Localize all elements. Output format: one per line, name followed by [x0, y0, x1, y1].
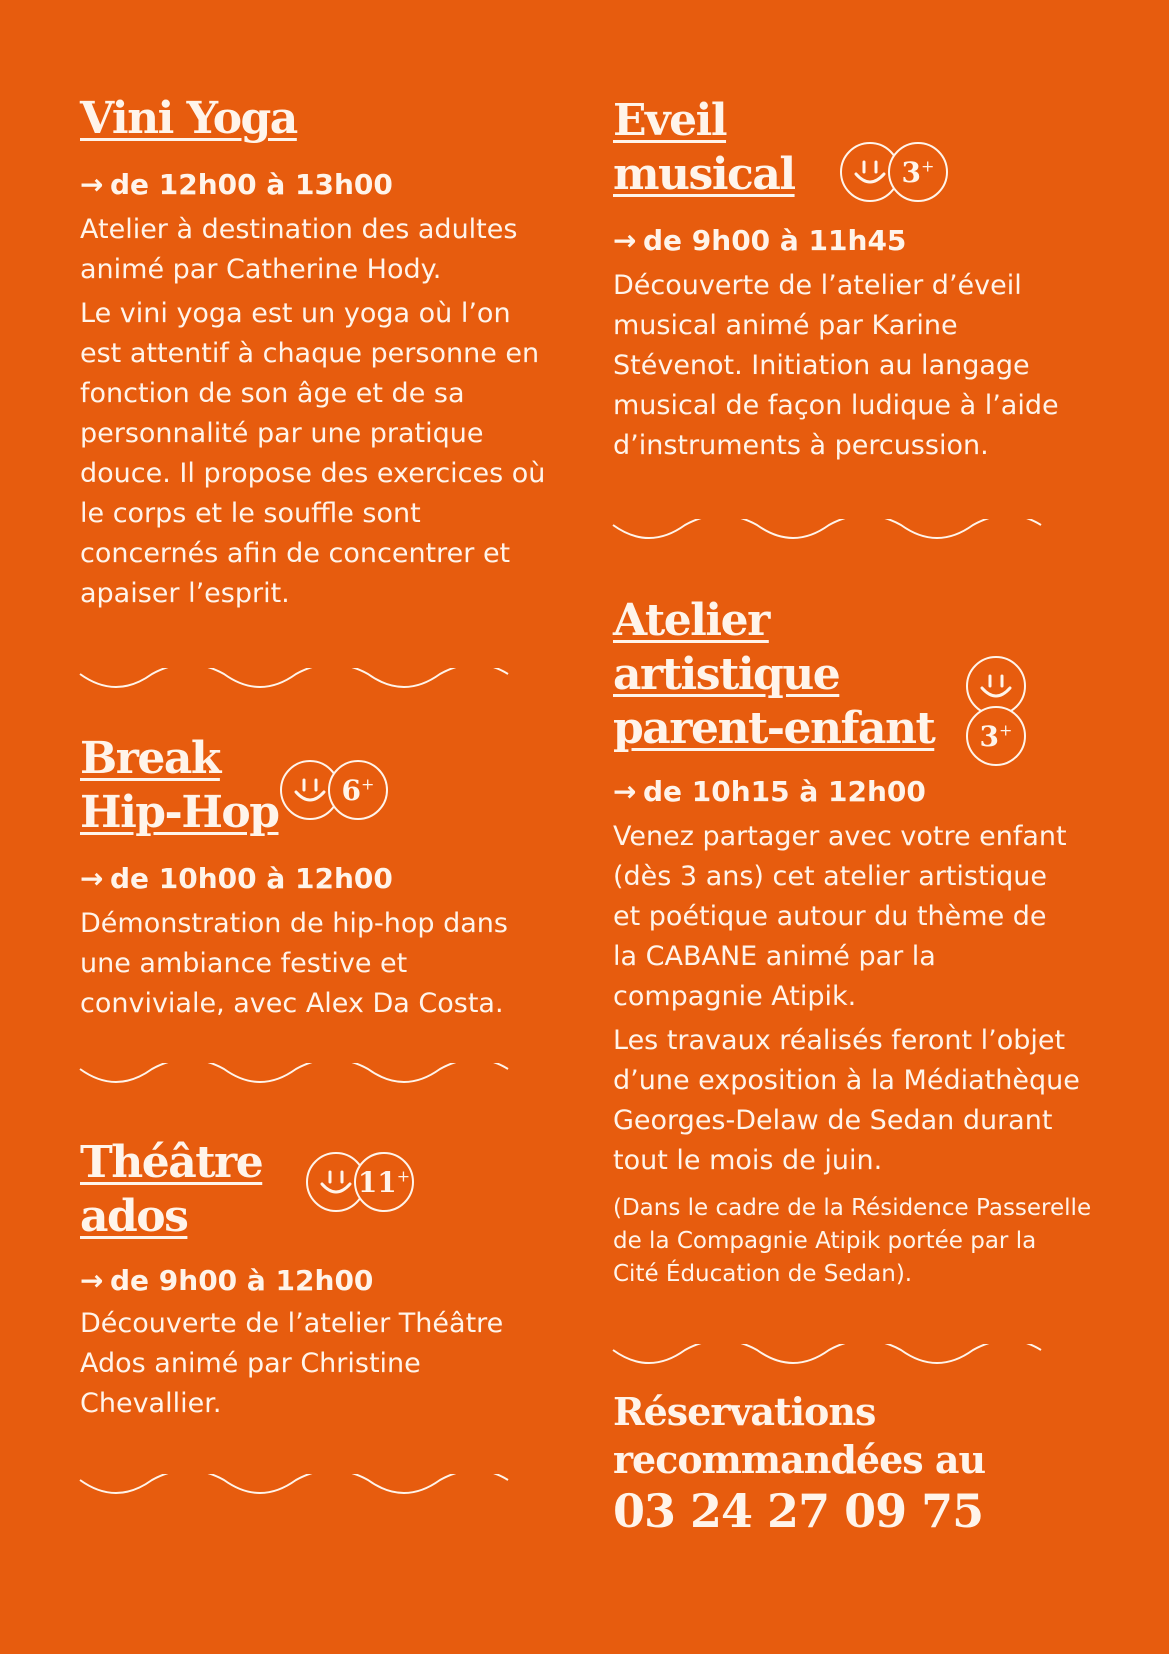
age-circle: 11+ — [354, 1152, 414, 1212]
age-badge — [306, 1152, 414, 1212]
age-circle: 3+ — [966, 706, 1026, 766]
age-badge — [840, 142, 948, 202]
reservation-line-2: recommandées au — [613, 1437, 986, 1482]
break-hiphop-description: Démonstration de hip-hop dans une ambiance festive et conviviale, avec Alex Da Costa. — [80, 908, 508, 1019]
atelier-description: Venez partager avec votre enfant (dès 3 ans) cet atelier artistique et poétique autour du thème de la CABANE animé par la compagnie Atipik. — [613, 821, 1067, 1012]
arrow-icon: → — [80, 1264, 104, 1297]
age-badge — [966, 656, 1026, 766]
wave-divider — [78, 1063, 510, 1089]
reservation-line-1: Réservations — [613, 1389, 876, 1434]
arrow-icon: → — [80, 862, 104, 895]
eveil-musical-description: Découverte de l’atelier d’éveil musical animé par Karine Stévenot. Initiation au langage musical de façon ludique à l’aide d’instruments à percussion. — [613, 270, 1059, 461]
wave-divider — [611, 1344, 1043, 1370]
arrow-icon: → — [80, 168, 104, 201]
vini-yoga-time: → de 12h00 à 13h00 — [80, 168, 393, 201]
atelier-title: Atelier artistique parent-enfant — [613, 595, 935, 754]
wave-divider — [611, 519, 1043, 545]
age-circle: 6+ — [328, 760, 388, 820]
phone-number[interactable]: 03 24 27 09 75 — [613, 1484, 984, 1538]
vini-yoga-description: Le vini yoga est un yoga où l’on est attentif à chaque personne en fonction de son âge et de sa personnalité par une pratique douce. Il propose des exercices où le corps et le souffle sont concernés afin de concentrer et apaiser l’esprit. — [80, 298, 546, 609]
atelier-time: → de 10h15 à 12h00 — [613, 775, 926, 808]
eveil-musical-title: Eveil musical — [613, 95, 795, 200]
theatre-description: Découverte de l’atelier Théâtre Ados animé par Christine Chevallier. — [80, 1308, 504, 1419]
eveil-musical-time: → de 9h00 à 11h45 — [613, 224, 907, 257]
theatre-title: Théâtre ados — [80, 1137, 263, 1242]
wave-divider — [78, 1474, 510, 1500]
atelier-note: (Dans le cadre de la Résidence Passerelle de la Compagnie Atipik portée par la Cité Éducation de Sedan). — [613, 1195, 1092, 1287]
reservation-block — [613, 1388, 985, 1538]
age-badge — [280, 760, 388, 820]
vini-yoga-title: Vini Yoga — [80, 93, 297, 144]
break-hiphop-title: Break Hip-Hop — [80, 733, 279, 838]
vini-yoga-intro: Atelier à destination des adultes animé par Catherine Hody. — [80, 214, 518, 285]
arrow-icon: → — [613, 224, 637, 257]
break-hiphop-time: → de 10h00 à 12h00 — [80, 862, 393, 895]
theatre-time: → de 9h00 à 12h00 — [80, 1264, 374, 1297]
atelier-exhibition: Les travaux réalisés feront l’objet d’une exposition à la Médiathèque Georges-Delaw de Sedan durant tout le mois de juin. — [613, 1025, 1080, 1176]
wave-divider — [78, 668, 510, 694]
arrow-icon: → — [613, 775, 637, 808]
age-circle: 3+ — [888, 142, 948, 202]
